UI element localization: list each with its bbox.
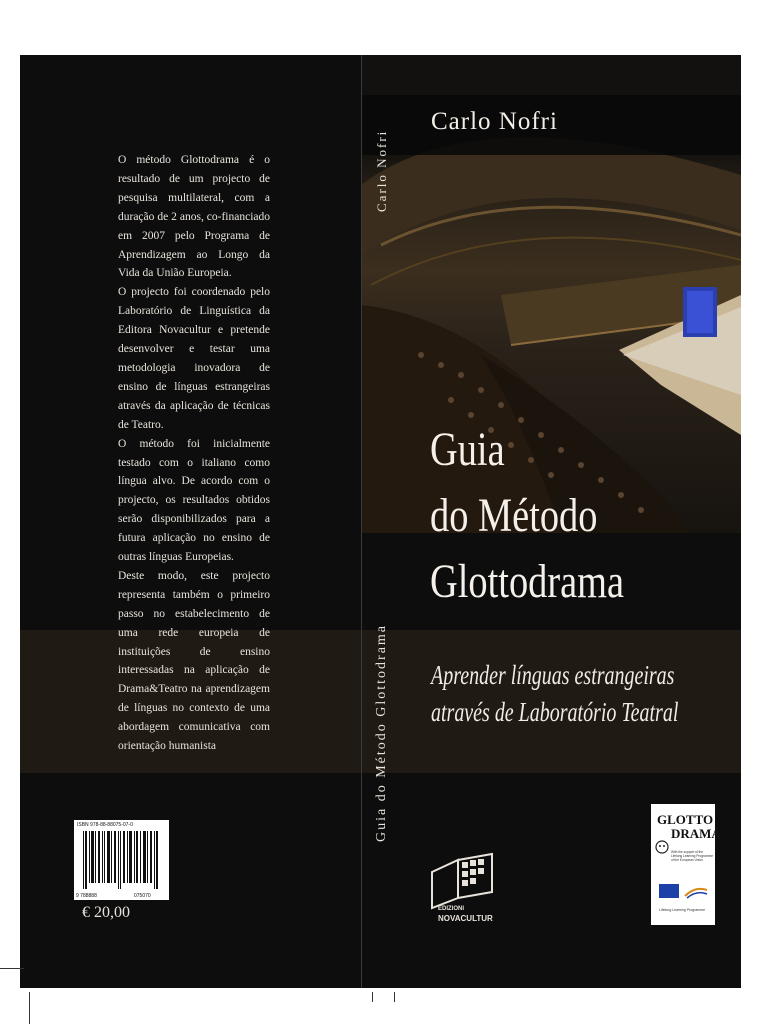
barcode xyxy=(74,820,169,900)
barcode-bars xyxy=(79,831,164,889)
title-line: do Método xyxy=(430,489,598,542)
spine-author: Carlo Nofri xyxy=(374,129,389,212)
book-subtitle xyxy=(431,657,678,731)
crop-mark xyxy=(394,992,395,1002)
crop-mark xyxy=(0,968,24,969)
subtitle-line: através de Laboratório Teatral xyxy=(431,697,679,727)
crop-mark xyxy=(29,992,30,1024)
lifelong-learning-icon xyxy=(683,884,709,900)
isbn-label: ISBN 978-88-88075-07-0 xyxy=(77,822,133,828)
spine-title: Guia do Método Glottodrama xyxy=(374,623,389,842)
author-name: Carlo Nofri xyxy=(431,108,558,135)
publisher-line: EDIZIONI xyxy=(438,906,465,912)
back-paragraph: O projecto foi coordenado pelo Laboratório de Linguística da Editora Novacultur e pretende desenvolver e testar uma metodologia inovadora de ensino de línguas estrangeiras através da aplicação de técnicas de Teatro. xyxy=(118,286,270,431)
glotto-title xyxy=(657,813,721,841)
price: € 20,00 xyxy=(82,904,130,921)
barcode-digits-left: 9 788888 xyxy=(76,893,97,899)
publisher-line: NOVACULTUR xyxy=(438,914,493,923)
glottodrama-logo xyxy=(651,804,721,925)
title-line: Guia xyxy=(430,423,505,476)
back-paragraph: O método Glottodrama é o resultado de um projecto de pesquisa multilateral, com a duração de 2 anos, co-financiado em 2007 pelo Programa de Aprendizagem ao Longo da Vida da União Europeia. xyxy=(118,154,270,280)
back-cover-text xyxy=(118,151,270,756)
crop-mark xyxy=(372,992,373,1002)
title-line: Glottodrama xyxy=(430,555,625,608)
spine-edge-left xyxy=(361,55,362,988)
glotto-title-line: GLOTTO xyxy=(657,812,714,827)
publisher-name xyxy=(438,904,493,924)
back-paragraph: O método foi inicialmente testado com o italiano como língua alvo. De acordo com o projecto, os resultados obtidos serão disponibilizados para a futura aplicação no ensino de outras línguas Europeias. xyxy=(118,437,270,564)
programme-text: Lifelong Learning Programme xyxy=(659,908,706,912)
back-paragraph: Deste modo, este projecto representa também o primeiro passo no estabelecimento de uma rede europeia de instituições de ensino interessadas na aplicação de Drama&Teatro na aprendizagem de línguas no contexto de uma abordagem comunicativa com orientação humanista xyxy=(118,569,270,753)
glotto-support-text: With the support of the Lifelong Learning Programme of the European Union xyxy=(671,850,713,862)
eu-flag-icon xyxy=(659,884,679,898)
subtitle-line: Aprender línguas estrangeiras xyxy=(431,660,675,690)
glotto-title-line: DRAMA xyxy=(671,826,721,841)
theater-mask-icon xyxy=(655,840,669,854)
book-title xyxy=(430,417,624,615)
barcode-digits-right: 075070 xyxy=(134,893,151,899)
